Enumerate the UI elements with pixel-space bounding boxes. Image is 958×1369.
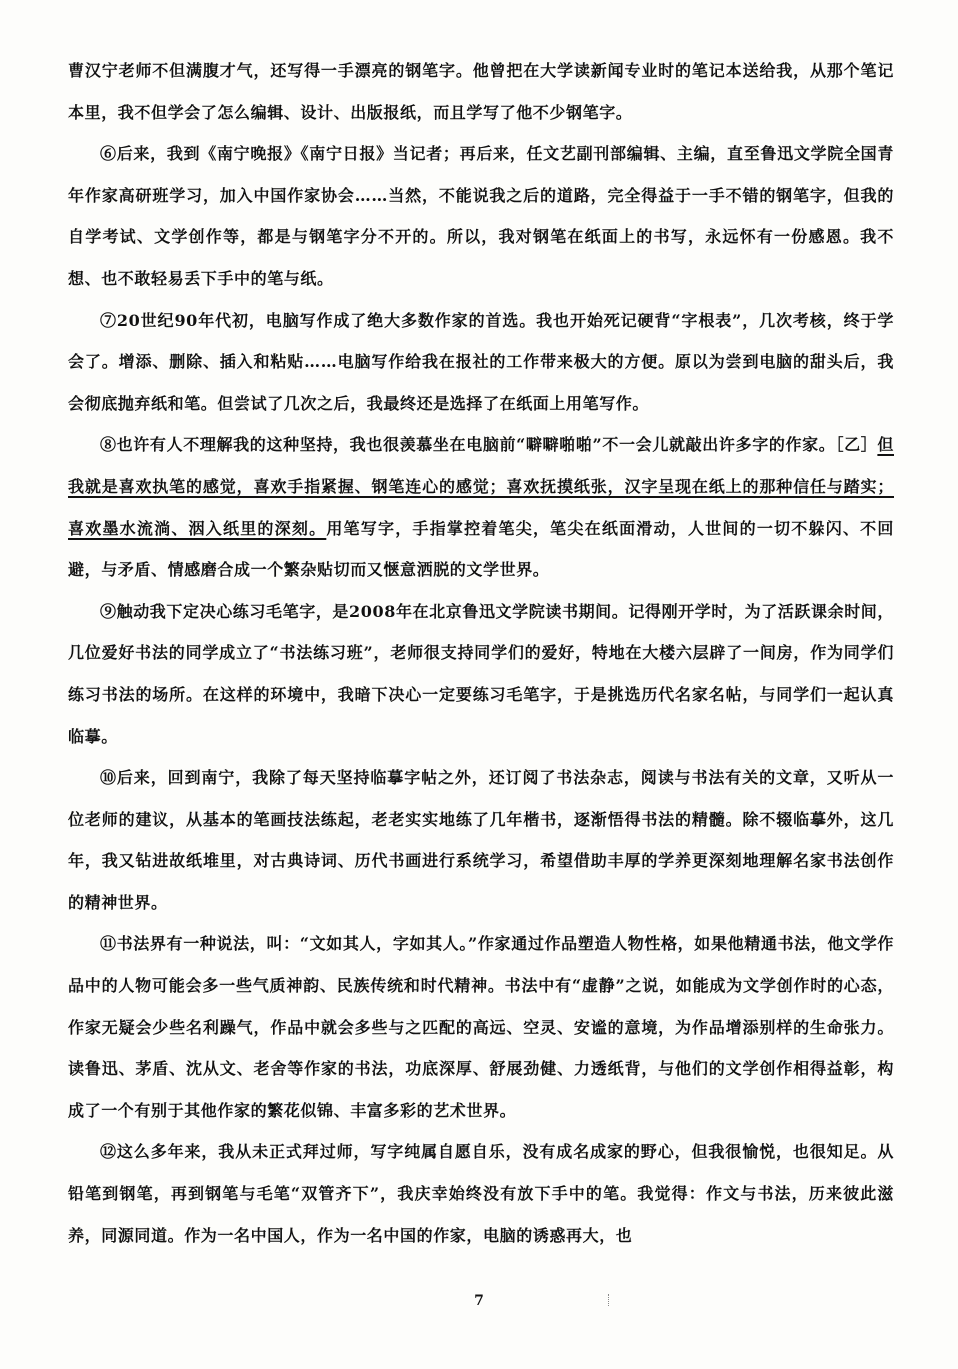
text-segment: ⑧也许有人不理解我的这种坚持，我也很羡慕坐在电脑前“噼噼啪啪”不一会儿就敲出许多字的作家。［乙］	[100, 435, 878, 455]
paragraph-p6	[68, 133, 894, 299]
text-segment: ⑫这么多年来，我从未正式拜过师，写字纯属自愿自乐，没有成名成家的野心，但我很愉悦，也很知足。从铅笔到钢笔，再到钢笔与毛笔“双管齐下”，我庆幸始终没有放下手中的笔。我觉得：作文与书法，历来彼此滋养，同源同道。作为一名中国人，作为一名中国的作家，电脑的诱惑再大，也	[68, 1142, 894, 1245]
article-body	[68, 50, 894, 1256]
text-segment: 曹汉宁老师不但满腹才气，还写得一手漂亮的钢笔字。他曾把在大学读新闻专业时的笔记本送给我，从那个笔记本里，我不但学会了怎么编辑、设计、出版报纸，而且学写了他不少钢笔字。	[68, 61, 894, 122]
text-segment: ⑩后来，回到南宁，我除了每天坚持临摹字帖之外，还订阅了书法杂志，阅读与书法有关的文章，又听从一位老师的建议，从基本的笔画技法练起，老老实实地练了几年楷书，逐渐悟得书法的精髓。除不辍临摹外，这几年，我又钻进故纸堆里，对古典诗词、历代书画进行系统学习，希望借助丰厚的学养更深刻地理解名家书法创作的精神世界。	[68, 768, 894, 912]
paragraph-p10	[68, 757, 894, 923]
paragraph-p8	[68, 424, 894, 590]
scan-artifact	[608, 1294, 613, 1306]
paragraph-p12	[68, 1131, 894, 1256]
text-segment: ⑦20世纪90年代初，电脑写作成了绝大多数作家的首选。我也开始死记硬背“字根表”，几次考核，终于学会了。增添、删除、插入和粘贴……电脑写作给我在报社的工作带来极大的方便。原以为尝到电脑的甜头后，我会彻底抛弃纸和笔。但尝试了几次之后，我最终还是选择了在纸面上用笔写作。	[68, 310, 894, 413]
text-segment: ⑨触动我下定决心练习毛笔字，是2008年在北京鲁迅文学院读书期间。记得刚开学时，为了活跃课余时间，几位爱好书法的同学成立了“书法练习班”，老师很支持同学们的爱好，特地在大楼六层辟了一间房，作为同学们练习书法的场所。在这样的环境中，我暗下决心一定要练习毛笔字，于是挑选历代名家名帖，与同学们一起认真临摹。	[68, 601, 894, 746]
underlined-passage: 但我就是喜欢执笔的感觉，喜欢手指紧握、钢笔连心的感觉；喜欢抚摸纸张，汉字呈现在纸上的那种信任与踏实；喜欢墨水流淌、洇入纸里的深刻。	[68, 435, 894, 538]
paragraph-p5-tail	[68, 50, 894, 133]
paragraph-p7	[68, 300, 894, 425]
text-segment: ⑪书法界有一种说法，叫：“文如其人，字如其人。”作家通过作品塑造人物性格，如果他精通书法，他文学作品中的人物可能会多一些气质神韵、民族传统和时代精神。书法中有“虚静”之说，如能成为文学创作时的心态，作家无疑会少些名利躁气，作品中就会多些与之匹配的高远、空灵、安谧的意境，为作品增添别样的生命张力。读鲁迅、茅盾、沈从文、老舍等作家的书法，功底深厚、舒展劲健、力透纸背，与他们的文学创作相得益彰，构成了一个有别于其他作家的繁花似锦、丰富多彩的艺术世界。	[68, 934, 894, 1120]
text-segment: 用笔写字，手指掌控着笔尖，笔尖在纸面滑动，人世间的一切不躲闪、不回避，与矛盾、情感磨合成一个繁杂贴切而又惬意洒脱的文学世界。	[68, 518, 894, 580]
paragraph-p11	[68, 923, 894, 1131]
paragraph-p9	[68, 591, 894, 757]
text-segment: ⑥后来，我到《南宁晚报》《南宁日报》当记者；再后来，任文艺副刊部编辑、主编，直至鲁迅文学院全国青年作家高研班学习，加入中国作家协会……当然，不能说我之后的道路，完全得益于一手不错的钢笔字，但我的自学考试、文学创作等，都是与钢笔字分不开的。所以，我对钢笔在纸面上的书写，永远怀有一份感恩。我不想、也不敢轻易丢下手中的笔与纸。	[68, 144, 894, 288]
page-number: 7	[474, 1293, 484, 1309]
